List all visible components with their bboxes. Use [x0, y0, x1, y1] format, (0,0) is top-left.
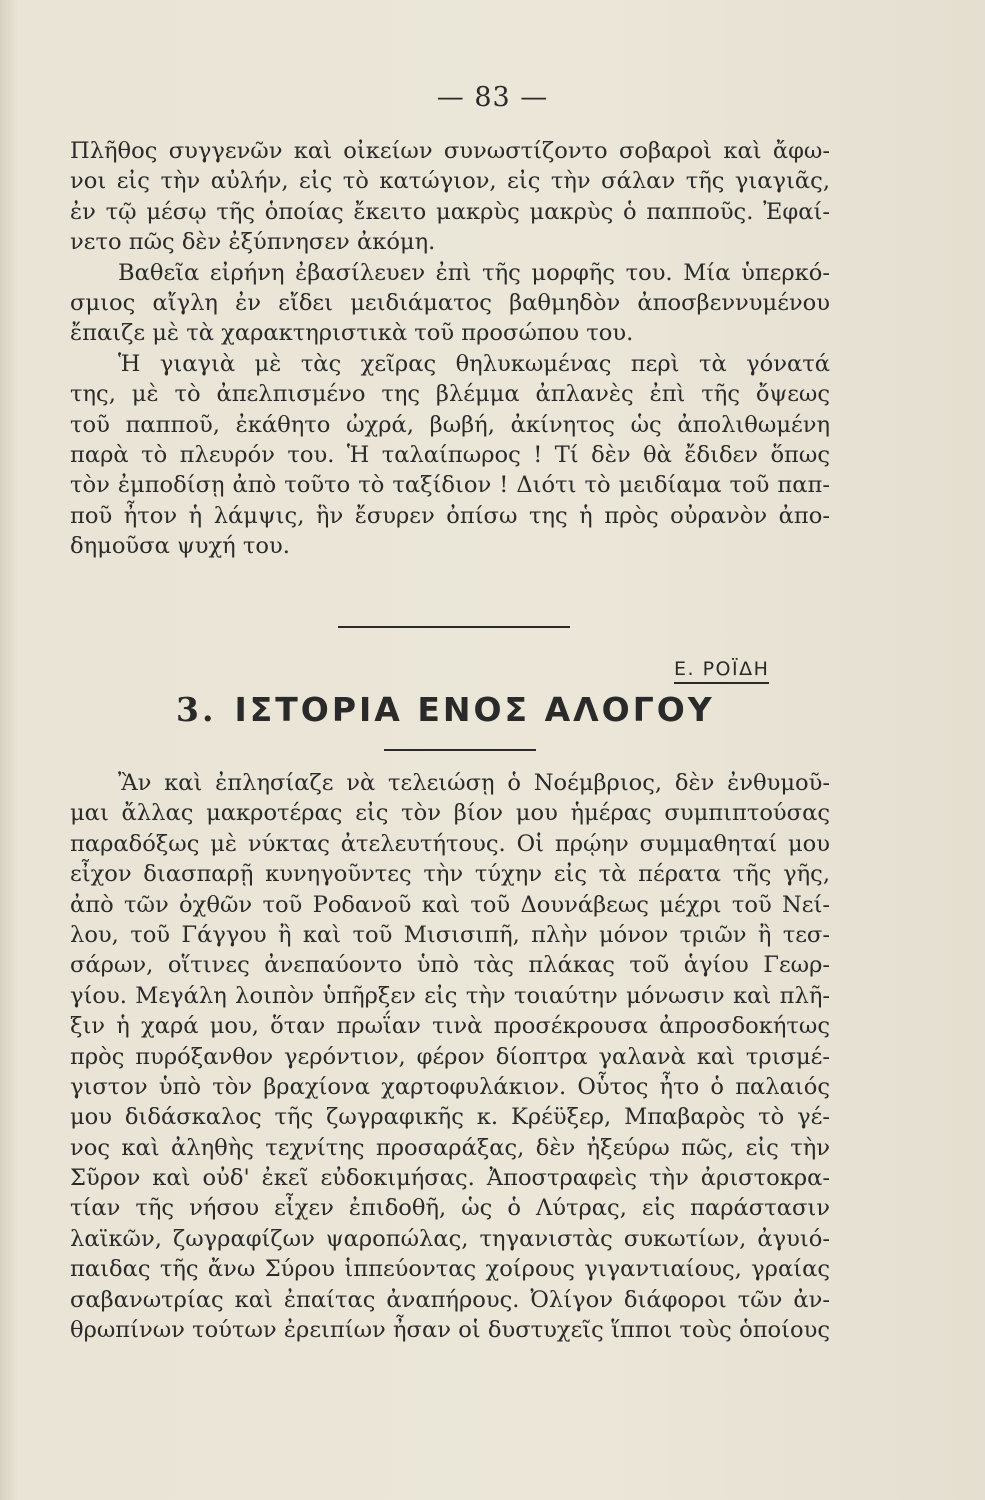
- section1-text: [70, 136, 830, 561]
- text-line: Πλῆθος συγγενῶν καὶ οἰκείων συνωστίζοντο σοβαροὶ καὶ ἄφω-: [70, 138, 830, 164]
- text-line: ἀπὸ τῶν ὀχθῶν τοῦ Ροδανοῦ καὶ τοῦ Δουνάβεως μέχρι τοῦ Νεί-: [70, 891, 830, 918]
- text-line: νετο πῶς δὲν ἐξύπνησεν ἀκόμη.: [70, 229, 436, 256]
- text-line: νοι εἰς τὴν αὐλήν, εἰς τὸ κατώγιον, εἰς τὴν σάλαν τῆς γιαγιᾶς,: [70, 168, 830, 195]
- text-line: τίαν τῆς νήσου εἶχεν ἐπιδοθῆ, ὡς ὁ Λύτρας, εἰς παράστασιν: [70, 1195, 830, 1222]
- text-line: της, μὲ τὸ ἀπελπισμένο της βλέμμα ἀπλανὲς ἐπὶ τῆς ὄψεως: [70, 381, 830, 408]
- author-signature: Ε. ΡΟΪΔΗ: [674, 658, 769, 684]
- section-divider: [338, 626, 570, 628]
- chapter-number: 3.: [176, 690, 217, 729]
- text-line: ποῦ ἦτον ἡ λάμψις, ἣν ἔσυρεν ὀπίσω της ἡ πρὸς οὐρανὸν ἀπο-: [70, 502, 830, 529]
- chapter-title-text: ΙΣΤΟΡΙΑ ΕΝΟΣ ΑΛΟΓΟΥ: [234, 690, 715, 729]
- text-line: νος καὶ ἀληθὴς τεχνίτης προσαράξας, δὲν ἠξεύρω πῶς, εἰς τὴν: [70, 1134, 830, 1161]
- text-line: Ἡ γιαγιὰ μὲ τὰς χεῖρας θηλυκωμένας περὶ τὰ γόνατά: [118, 350, 830, 377]
- text-line: μου διδάσκαλος τῆς ζωγραφικῆς κ. Κρέϋξερ, Μπαβαρὸς τὸ γέ-: [70, 1104, 830, 1131]
- text-line: γιστον ὑπὸ τὸν βραχίονα χαρτοφυλάκιον. Οὗτος ἦτο ὁ παλαιός: [70, 1073, 830, 1100]
- text-line: παρὰ τὸ πλευρόν του. Ἡ ταλαίπωρος ! Τί δὲν θὰ ἔδιδεν ὅπως: [70, 441, 830, 468]
- text-line: ἔπαιζε μὲ τὰ χαρακτηριστικὰ τοῦ προσώπου του.: [70, 320, 634, 347]
- page-number: — 83 —: [436, 82, 549, 113]
- text-line: παραδόξως μὲ νύκτας ἀτελευτήτους. Οἱ πρῴην συμμαθηταί μου: [70, 830, 830, 857]
- text-line: ἐν τῷ μέσῳ τῆς ὁποίας ἔκειτο μακρὺς μακρὺς ὁ παπποῦς. Ἐφαί-: [70, 198, 830, 225]
- text-line: τὸν ἐμποδίσῃ ἀπὸ τοῦτο τὸ ταξίδιον ! Διότι τὸ μειδίαμα τοῦ παπ-: [70, 472, 830, 499]
- text-line: τοῦ παπποῦ, ἐκάθητο ὠχρά, βωβή, ἀκίνητος ὡς ἀπολιθωμένη: [70, 411, 830, 438]
- text-line: Βαθεῖα εἰρήνη ἐβασίλευεν ἐπὶ τῆς μορφῆς του. Μία ὑπερκό-: [118, 259, 830, 286]
- text-line: σαβανωτρίας καὶ ἐπαίτας ἀναπήρους. Ὀλίγον διάφοροι τῶν ἀν-: [70, 1286, 830, 1313]
- text-line: δημοῦσα ψυχή του.: [70, 533, 290, 560]
- text-line: λου, τοῦ Γάγγου ἢ καὶ τοῦ Μισισιπῆ, πλὴν μόνον τριῶν ἢ τεσ-: [70, 921, 830, 948]
- text-line: σάρων, οἵτινες ἀνεπαύοντο ὑπὸ τὰς πλάκας τοῦ ἁγίου Γεωρ-: [70, 952, 830, 979]
- text-line: ξιν ἡ χαρά μου, ὅταν πρωΐαν τινὰ προσέκρουσα ἀπροσδοκήτως: [70, 1013, 830, 1040]
- text-line: παιδας τῆς ἄνω Σύρου ἱππεύοντας χοίρους γιγαντιαίους, γραίας: [70, 1256, 830, 1283]
- text-line: θρωπίνων τούτων ἐρειπίων ἦσαν οἱ δυστυχεῖς ἵπποι τοὺς ὁποίους: [70, 1317, 830, 1344]
- text-line: μαι ἄλλας μακροτέρας εἰς τὸν βίον μου ἡμέρας συμπιπτούσας: [70, 800, 830, 827]
- text-line: γίου. Μεγάλη λοιπὸν ὑπῆρξεν εἰς τὴν τοιαύτην μόνωσιν καὶ πλῆ-: [70, 982, 830, 1009]
- text-line: λαϊκῶν, ζωγραφίζων ψαροπώλας, τηγανιστὰς συκωτίων, ἀγυιό-: [70, 1225, 830, 1252]
- text-line: Σῦρον καὶ οὐδ' ἐκεῖ εὐδοκιμήσας. Ἀποστραφεὶς τὴν ἀριστοκρα-: [70, 1165, 830, 1192]
- chapter-title: [176, 690, 715, 729]
- title-divider: [384, 749, 536, 751]
- text-line: σμιος αἴγλη ἐν εἴδει μειδιάματος βαθμηδὸν ἀποσβεννυμένου: [70, 289, 830, 316]
- text-line: Ἂν καὶ ἐπλησίαζε νὰ τελειώσῃ ὁ Νοέμβριος, δὲν ἐνθυμοῦ-: [118, 770, 830, 796]
- section2-text: [70, 768, 830, 1345]
- text-line: πρὸς πυρόξανθον γερόντιον, φέρον δίοπτρα γαλανὰ καὶ τρισμέ-: [70, 1043, 830, 1070]
- text-line: εἶχον διασπαρῇ κυνηγοῦντες τὴν τύχην εἰς τὰ πέρατα τῆς γῆς,: [70, 861, 830, 888]
